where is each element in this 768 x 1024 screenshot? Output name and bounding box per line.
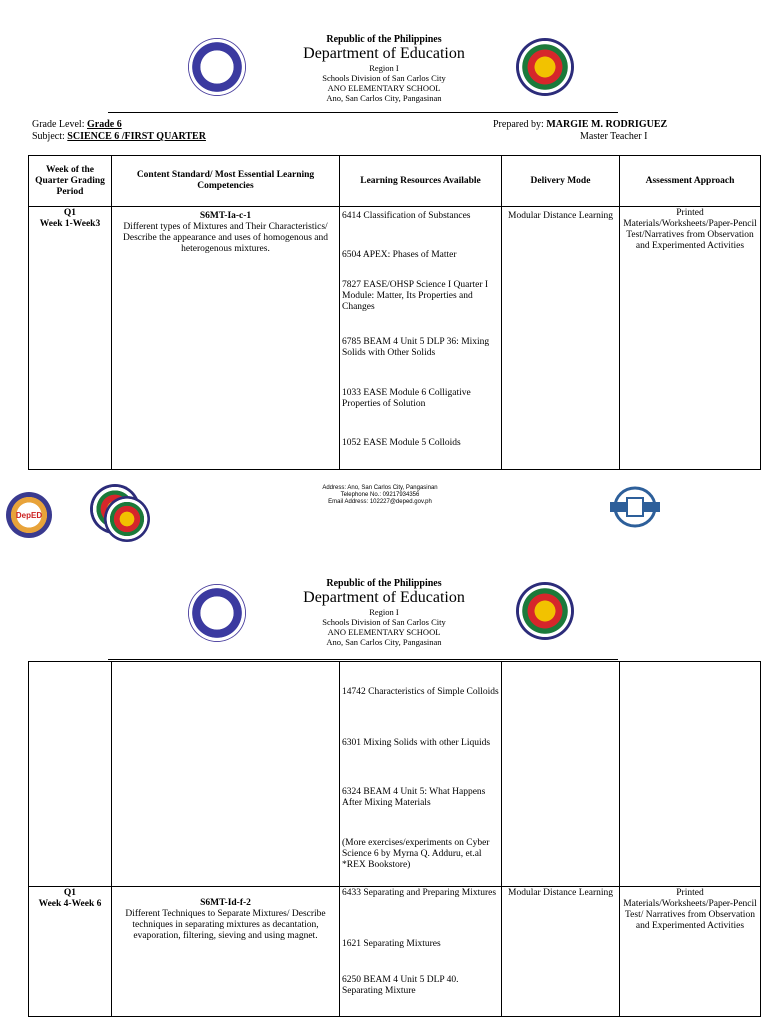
delivery-mode: Modular Distance Learning <box>508 211 613 221</box>
grade-label: Grade Level: <box>32 119 85 130</box>
table-row <box>29 207 761 470</box>
table-header-row <box>29 156 761 207</box>
school-address: Ano, San Carlos City, Pangasinan <box>326 637 442 647</box>
resource-item: 14742 Characteristics of Simple Colloids <box>342 687 499 697</box>
resource-item: 6785 BEAM 4 Unit 5 DLP 36: Mixing Solids with Other Solids <box>342 337 490 358</box>
resource-item: 6324 BEAM 4 Unit 5: What Happens After Mixing Materials <box>342 787 486 808</box>
deped-footer-logo <box>6 492 52 538</box>
subject-label: Subject: <box>32 131 65 142</box>
prepared-name: MARGIE M. RODRIGUEZ <box>546 119 668 130</box>
competency-code: S6MT-Id-f-2 <box>200 898 251 908</box>
position: Master Teacher I <box>580 131 648 142</box>
grade-level <box>32 119 122 131</box>
competency-table-page2 <box>28 661 761 1017</box>
header-resources: Learning Resources Available <box>340 156 502 207</box>
resource-item: 6250 BEAM 4 Unit 5 DLP 40. Separating Mixture <box>342 975 459 996</box>
week-range: Week 1-Week3 <box>39 219 101 229</box>
subject-value: SCIENCE 6 /FIRST QUARTER <box>67 131 206 142</box>
division: Schools Division of San Carlos City <box>322 617 446 627</box>
iso-cert-logo <box>608 486 662 528</box>
footer-contact <box>300 485 460 506</box>
republic-title: Republic of the Philippines <box>326 34 442 45</box>
resource-item: 6414 Classification of Substances <box>342 211 471 221</box>
table-row <box>29 662 761 887</box>
footer-phone: Telephone No.: 09217934356 <box>340 492 420 498</box>
table-row <box>29 887 761 1017</box>
department-title: Department of Education <box>303 45 465 62</box>
header-divider <box>108 659 618 660</box>
school-name: ANO ELEMENTARY SCHOOL <box>327 627 441 637</box>
resource-item: 7827 EASE/OHSP Science I Quarter I Module: Matter, Its Properties and Changes <box>342 280 489 312</box>
header-assessment: Assessment Approach <box>620 156 761 207</box>
footer-address: Address: Ano, San Carlos City, Pangasinan <box>322 485 438 491</box>
competency-code: S6MT-Ia-c-1 <box>199 211 252 221</box>
department-title: Department of Education <box>303 589 465 606</box>
header-week: Week of the Quarter Grading Period <box>29 156 112 207</box>
week-quarter: Q1 <box>63 888 77 898</box>
school-name: ANO ELEMENTARY SCHOOL <box>327 83 441 93</box>
competency-text: Different Techniques to Separate Mixtures/ Describe techniques in separating mixtures as decantation, evaporation, filtering, sieving and using magnet. <box>125 909 326 941</box>
resource-item: (More exercises/experiments on Cyber Science 6 by Myrna Q. Adduru, et.al *REX Bookstore) <box>342 838 490 870</box>
republic-title: Republic of the Philippines <box>326 578 442 589</box>
region: Region I <box>369 63 399 73</box>
header-divider <box>108 112 618 113</box>
page2-letterhead <box>0 578 768 647</box>
prepared-by <box>493 119 667 131</box>
resource-item: 6504 APEX: Phases of Matter <box>342 250 457 260</box>
competency-text: Different types of Mixtures and Their Characteristics/ Describe the appearance and uses of homogenous and heterogenous mixtures. <box>123 222 328 254</box>
assessment-approach: Printed Materials/Worksheets/Paper-Pencil Test/Narratives from Observation and Experimented Activities <box>623 208 757 251</box>
school-footer-logo-2 <box>104 496 150 542</box>
resource-item: 6433 Separating and Preparing Mixtures <box>342 888 497 898</box>
subject <box>32 131 206 143</box>
header-competency: Content Standard/ Most Essential Learning Competencies <box>112 156 340 207</box>
prepared-label: Prepared by: <box>493 119 544 130</box>
resource-item: 1052 EASE Module 5 Colloids <box>342 438 461 448</box>
resource-item: 6301 Mixing Solids with other Liquids <box>342 738 491 748</box>
week-quarter: Q1 <box>63 208 77 218</box>
deped-footer-text: DepED <box>15 510 43 520</box>
week-range: Week 4-Week 6 <box>38 899 102 909</box>
resource-item: 1621 Separating Mixtures <box>342 939 441 949</box>
page1-letterhead <box>0 34 768 103</box>
header-delivery: Delivery Mode <box>502 156 620 207</box>
region: Region I <box>369 607 399 617</box>
division: Schools Division of San Carlos City <box>322 73 446 83</box>
grade-value: Grade 6 <box>86 119 122 130</box>
footer-email: Email Address: 102227@deped.gov.ph <box>328 499 432 505</box>
resource-item: 1033 EASE Module 6 Colligative Properties of Solution <box>342 388 471 409</box>
delivery-mode: Modular Distance Learning <box>508 888 613 898</box>
assessment-approach: Printed Materials/Worksheets/Paper-Pencil Test/ Narratives from Observation and Experimented Activities <box>623 888 757 931</box>
competency-table-page1 <box>28 155 761 470</box>
school-address: Ano, San Carlos City, Pangasinan <box>326 93 442 103</box>
